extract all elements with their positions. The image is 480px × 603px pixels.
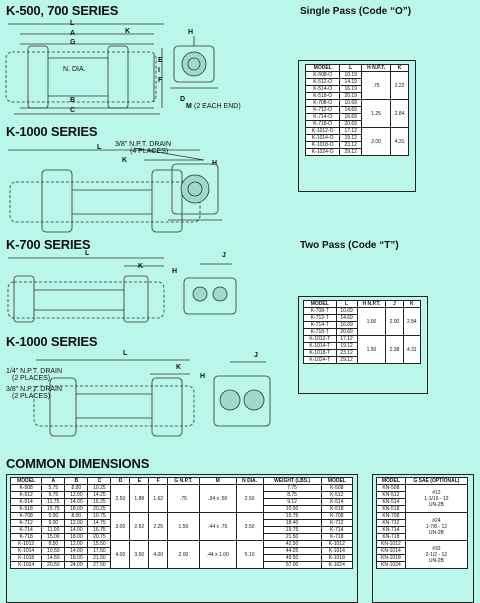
model-cell: K-714 [321,527,352,534]
sae-num: #24 [432,517,441,524]
sae-un: UN-2B [428,529,444,536]
model-cell: K-1018 [321,555,352,562]
b-cell: 18.00 [65,534,88,541]
c-cell: 17.50 [88,548,111,555]
weight-cell: 18.40 [263,520,321,527]
e-cell: 3.50 [130,541,149,569]
g-cell: 1.50 [168,513,200,541]
model-cell: K-1012 [321,541,352,548]
h-cell: 2.00 [362,128,391,156]
model-cell: KN-508 [377,485,406,492]
sae-table [376,477,468,569]
label-two-each-end: (2 EACH END) [194,103,241,110]
g-cell: 2.00 [168,541,200,569]
c-cell: 15.50 [88,541,111,548]
sae-thread: 1-1/16 - 12 [424,495,449,502]
heading-k1000-top: K-1000 SERIES [6,124,98,139]
model-cell: K-518 [11,506,42,513]
l-cell: 17.12 [340,128,362,135]
label-E: E [158,57,163,64]
k-cell: 4.31 [403,336,420,364]
model-cell: K-1024 [11,562,42,569]
label-H-k700: H [172,268,178,275]
l-cell: 17.12 [336,336,357,343]
l-cell: 14.19 [340,79,362,86]
common-dimensions-table [10,477,353,569]
model-cell: K-512 [11,492,42,499]
model-cell: K-1024 [321,562,352,569]
weight-cell: 21.50 [263,534,321,541]
model-cell: K-712 [11,520,42,527]
b-cell: 12.00 [65,541,88,548]
model-cell: K-1012-T [304,336,337,343]
sae-thread-cell [405,513,467,541]
h-cell: 1.50 [357,336,386,364]
b-cell: 18.00 [65,506,88,513]
sae-thread: 1-7/8 - 12 [425,523,448,530]
model-cell: K-718 [321,534,352,541]
label-L-k1000-top: L [97,144,102,151]
model-cell: K-708-O [306,100,340,107]
l-cell: 29.12 [340,149,362,156]
c-cell: 21.50 [88,555,111,562]
l-cell: 23.12 [336,350,357,357]
c-cell: 16.25 [88,499,111,506]
h-cell: .75 [362,72,391,100]
m-cell: .44 x 1.00 [199,541,236,569]
l-cell: 10.69 [336,308,357,315]
j-cell: 2.38 [386,336,403,364]
n-cell: 3.50 [236,513,263,541]
n-cell: 2.50 [236,485,263,513]
model-cell: K-512-O [306,79,340,86]
col-f: F [149,478,168,485]
model-cell: K-708 [11,513,42,520]
weight-cell: 15.75 [263,513,321,520]
heading-single-pass: Single Pass (Code “O”) [300,6,412,17]
label-L-k700: L [85,250,90,257]
model-cell: KN-714 [377,527,406,534]
model-cell: K-1012 [11,541,42,548]
j-cell: 2.00 [386,308,403,336]
label-H-k1000-top: H [212,160,218,167]
d-cell: 4.00 [111,541,130,569]
label-M: M [186,103,192,110]
col-g-sae: G SAE (OPTIONAL) [405,478,467,485]
a-cell: 11.75 [42,499,65,506]
sae-num: #32 [432,545,441,552]
col-g: G N.P.T. [168,478,200,485]
model-cell: K-718 [11,534,42,541]
model-cell: K-1014 [11,548,42,555]
model-cell: K-714-T [304,322,337,329]
k700-end-view [180,264,240,324]
sae-un: UN-2B [428,557,444,564]
col-a: A [42,478,65,485]
model-cell: K-1014-O [306,135,340,142]
table-row [306,72,409,79]
sae-num: #12 [432,489,441,496]
col-b: B [65,478,88,485]
l-cell: 14.69 [336,315,357,322]
weight-cell: 7.75 [263,485,321,492]
model-cell: K-1024-O [306,149,340,156]
model-cell: K-708-T [304,308,337,315]
l-cell: 16.69 [340,114,362,121]
model-cell: KN-708 [377,513,406,520]
label-I: I [158,67,160,74]
l-cell: 10.19 [340,72,362,79]
l-cell: 19.12 [336,343,357,350]
sae-thread: 2-1/2 - 12 [425,551,448,558]
label-A: A [70,30,76,37]
f-cell: 4.00 [149,541,168,569]
model-cell: KN-1012 [377,541,406,548]
weight-cell: 19.75 [263,527,321,534]
model-cell: K-1018 [11,555,42,562]
table-row [11,541,353,548]
label-H: H [188,29,194,36]
col-model: MODEL [377,478,406,485]
col-e: E [130,478,149,485]
label-drain-bottom-a1: 1/4" N.P.T. DRAIN [6,368,63,375]
b-cell: 18.00 [65,555,88,562]
single-pass-table [305,64,409,156]
h-cell: 1.00 [357,308,386,336]
heading-common-dimensions: COMMON DIMENSIONS [6,456,150,471]
n-cell: 5.10 [236,541,263,569]
label-drain-bottom-b1: 3/8" N.P.T. DRAIN [6,386,63,393]
k1000-bottom-end-view [206,362,276,438]
col-c: C [88,478,111,485]
col-l: L [340,65,362,72]
label-K: K [125,28,131,35]
col-j: J [386,301,403,308]
l-cell: 20.19 [340,93,362,100]
model-cell: K-508-O [306,72,340,79]
c-cell: 20.25 [88,506,111,513]
l-cell: 23.12 [340,142,362,149]
model-cell: K-1014-T [304,343,337,350]
d-cell: 3.00 [111,513,130,541]
label-drain-top-1: 3/8" N.P.T. DRAIN [115,141,172,148]
label-B: B [70,97,76,104]
e-cell: 2.62 [130,513,149,541]
b-cell: 8.00 [65,513,88,520]
model-cell: K-712 [321,520,352,527]
b-cell: 12.00 [65,492,88,499]
label-K-k1000-top: K [122,157,128,164]
l-cell: 19.12 [340,135,362,142]
k-cell: 2.84 [403,308,420,336]
model-cell: K-514 [11,499,42,506]
model-cell: K-518-O [306,93,340,100]
model-cell: K-714-O [306,114,340,121]
label-drain-bottom-a2: (2 PLACES) [12,375,51,382]
a-cell: 5.00 [42,513,65,520]
model-cell: K-1012-O [306,128,340,135]
weight-cell: 9.12 [263,499,321,506]
k-cell: 2.84 [391,100,409,128]
weight-cell: 44.25 [263,548,321,555]
col-h: H N.P.T. [362,65,391,72]
col-m: M [199,478,236,485]
col-n: N DIA. [236,478,263,485]
label-K-k700: K [138,263,144,270]
m-cell: .34 x .50 [199,485,236,513]
model-cell: K-1014 [321,548,352,555]
heading-two-pass: Two Pass (Code “T”) [300,240,399,251]
model-cell: K-708 [321,513,352,520]
sae-thread-cell [405,485,467,513]
label-drain-bottom-b2: (2 PLACES) [12,393,51,400]
b-cell: 12.00 [65,520,88,527]
l-cell: 29.12 [336,357,357,364]
k500-end-view [166,36,226,96]
label-H-k1000-bottom: H [200,373,206,380]
label-L: L [70,20,75,27]
label-drain-top-2: (4 PLACES) [130,148,169,155]
table-row [11,485,353,492]
label-J-k1000-bottom: J [254,352,258,359]
col-k: K [403,301,420,308]
f-cell: 2.25 [149,513,168,541]
model-cell: KN-1014 [377,548,406,555]
c-cell: 27.50 [88,562,111,569]
weight-cell: 8.75 [263,492,321,499]
b-cell: 24.00 [65,562,88,569]
col-model: MODEL [304,301,337,308]
weight-cell: 10.50 [263,506,321,513]
m-cell: .44 x .75 [199,513,236,541]
l-cell: 20.69 [340,121,362,128]
two-pass-table [303,300,421,364]
sae-thread-cell [405,541,467,569]
b-cell: 14.00 [65,548,88,555]
col-weight: WEIGHT (LBS.) [263,478,321,485]
label-D: D [180,96,186,103]
table-row [377,485,468,492]
a-cell: 8.50 [42,541,65,548]
weight-cell: 49.50 [263,555,321,562]
model-cell: K-1024-T [304,357,337,364]
c-cell: 14.75 [88,520,111,527]
label-K-k1000-bottom: K [176,364,182,371]
model-cell: KN-1018 [377,555,406,562]
e-cell: 1.88 [130,485,149,513]
label-J-k700: J [222,252,226,259]
model-cell: KN-518 [377,506,406,513]
k1000-top-end-view [168,158,228,228]
b-cell: 14.00 [65,499,88,506]
model-cell: K-1018-T [304,350,337,357]
model-cell: K-718-O [306,121,340,128]
h-cell: 1.25 [362,100,391,128]
c-cell: 10.75 [88,513,111,520]
col-l: L [336,301,357,308]
b-cell: 8.00 [65,485,88,492]
table-row [11,513,353,520]
table-row [306,100,409,107]
heading-k500-700: K-500, 700 SERIES [6,3,119,18]
model-cell: K-508 [11,485,42,492]
heading-k700: K-700 SERIES [6,237,91,252]
col-k: K [391,65,409,72]
c-cell: 14.25 [88,492,111,499]
model-cell: K-1018-O [306,142,340,149]
l-cell: 16.69 [336,322,357,329]
col-model: MODEL [11,478,42,485]
l-cell: 14.69 [340,107,362,114]
a-cell: 9.75 [42,492,65,499]
a-cell: 14.50 [42,555,65,562]
a-cell: 10.50 [42,548,65,555]
model-cell: K-718-T [304,329,337,336]
model-cell: KN-718 [377,534,406,541]
b-cell: 14.00 [65,527,88,534]
model-cell: K-712-O [306,107,340,114]
g-cell: .75 [168,485,200,513]
c-cell: 20.75 [88,534,111,541]
a-cell: 15.00 [42,534,65,541]
weight-cell: 57.00 [263,562,321,569]
l-cell: 20.69 [336,329,357,336]
model-cell: K-514 [321,499,352,506]
model-cell: K-508 [321,485,352,492]
sae-un: UN-2B [428,501,444,508]
model-cell: KN-512 [377,492,406,499]
l-cell: 16.19 [340,86,362,93]
label-ndia: N. DIA. [63,66,86,73]
table-row [377,541,468,548]
a-cell: 9.00 [42,520,65,527]
c-cell: 16.75 [88,527,111,534]
model-cell: KN-1024 [377,562,406,569]
k-cell: 4.31 [391,128,409,156]
a-cell: 20.50 [42,562,65,569]
d-cell: 2.50 [111,485,130,513]
col-h: H N.P.T. [357,301,386,308]
model-cell: K-712-T [304,315,337,322]
col-model: MODEL [306,65,340,72]
c-cell: 10.25 [88,485,111,492]
model-cell: K-512 [321,492,352,499]
model-cell: K-714 [11,527,42,534]
weight-cell: 42.50 [263,541,321,548]
a-cell: 15.75 [42,506,65,513]
table-row [306,128,409,135]
col-d: D [111,478,130,485]
a-cell: 11.00 [42,527,65,534]
model-cell: K-518 [321,506,352,513]
f-cell: 1.62 [149,485,168,513]
heading-k1000-bottom: K-1000 SERIES [6,334,98,349]
table-row [304,336,421,343]
model-cell: K-514-O [306,86,340,93]
label-F: F [158,77,163,84]
model-cell: KN-514 [377,499,406,506]
model-cell: KN-712 [377,520,406,527]
table-row [304,308,421,315]
table-row [377,513,468,520]
k-cell: 2.22 [391,72,409,100]
label-G: G [70,39,76,46]
a-cell: 5.75 [42,485,65,492]
label-C: C [70,107,76,114]
l-cell: 10.69 [340,100,362,107]
label-L-k1000-bottom: L [123,350,128,357]
col-model-2: MODEL [321,478,352,485]
